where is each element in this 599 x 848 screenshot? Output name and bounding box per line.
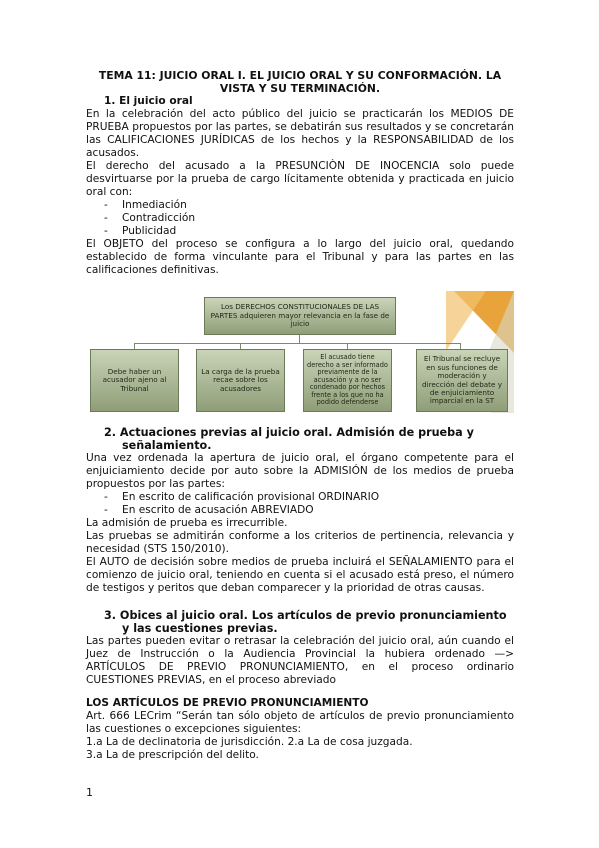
section-1-paragraph: El derecho del acusado a la PRESUNCIÒN DE INOCENCIA solo puede desvirtuarse por la prueba de cargo lícitamente obtenida y practicada en juicio oral con:: [86, 160, 514, 198]
section-1-paragraph: En la celebración del acto público del juicio se practicarán los MEDIOS DE PRUEBA propuestos por las partes, se debatirán sus resultados y se concretarán las CALIFICACIONES JURÍDICAS de los hechos y la RESPONSABILIDAD de los acusados.: [86, 108, 514, 159]
page-body: [86, 69, 514, 277]
section-2-paragraph: Una vez ordenada la apertura de juicio oral, el órgano competente para el enjuiciamiento decide por auto sobre la ADMISIÓN de los medios de prueba propuestos por las partes:: [86, 452, 514, 490]
section-4-line: 1.a La de declinatoria de jurisdicción. 2.a La de cosa juzgada.: [86, 736, 413, 748]
section-2-paragraph: La admisión de prueba es irrecurrible.: [86, 517, 288, 529]
section-2-paragraph: El AUTO de decisión sobre medios de prueba incluirá el SEÑALAMIENTO para el comienzo de juicio oral, teniendo en cuenta si el acusado está preso, el número de testigos y peritos que deban comparecer y la prioridad de otras causas.: [86, 556, 514, 594]
diagram-top-box: Los DERECHOS CONSTITUCIONALES DE LAS PARTES adquieren mayor relevancia en la fase de juicio: [204, 297, 396, 335]
list-item: - Contradicción: [104, 212, 514, 225]
list-item: - En escrito de acusación ABREVIADO: [104, 504, 514, 517]
section-4-paragraph: Art. 666 LECrim “Serán tan sólo objeto de artículos de previo pronunciamiento las cuestiones o excepciones siguientes:: [86, 710, 514, 735]
section-2-heading: 2. Actuaciones previas al juicio oral. Admisión de prueba y señalamiento.: [104, 426, 474, 452]
page-title: TEMA 11: JUICIO ORAL I. EL JUICIO ORAL Y SU CONFORMACIÓN. LA VISTA Y SU TERMINACIÓN.: [98, 69, 502, 95]
section-4-line: 3.a La de prescripción del delito.: [86, 749, 259, 761]
section-1-list: [86, 199, 514, 238]
section-1-paragraph: El OBJETO del proceso se configura a lo largo del juicio oral, quedando establecido de forma vinculante para el Tribunal y para las partes en las calificaciones definitivas.: [86, 238, 514, 276]
list-item: - En escrito de calificación provisional ORDINARIO: [104, 491, 514, 504]
section-4-heading: LOS ARTÍCULOS DE PREVIO PRONUNCIAMIENTO: [86, 697, 369, 709]
section-1-heading: 1. El juicio oral: [104, 95, 193, 107]
list-item: - Publicidad: [104, 225, 514, 238]
diagram-box-derecho-informado: El acusado tiene derecho a ser informado previamente de la acusación y a no ser condenado por hechos frente a los que no ha podido defenderse: [303, 349, 392, 412]
list-item: - Inmediación: [104, 199, 514, 212]
page-body-lower: [86, 426, 514, 762]
section-2-list: [86, 491, 514, 517]
rights-diagram: [86, 291, 514, 413]
page-number: 1: [86, 786, 93, 799]
diagram-box-acusador: Debe haber un acusador ajeno al Tribunal: [90, 349, 179, 412]
section-3-heading: 3. Obices al juicio oral. Los artículos de previo pronunciamiento y las cuestiones previas.: [104, 609, 507, 635]
section-2-paragraph: Las pruebas se admitirán conforme a los criterios de pertinencia, relevancia y necesidad (STS 150/2010).: [86, 530, 514, 555]
section-3-paragraph: Las partes pueden evitar o retrasar la celebración del juicio oral, aún cuando el Juez de Instrucción o la Audiencia Provincial la hubiera ordenado —> ARTÍCULOS DE PREVIO PRONUNCIAMIENTO, en el proceso ordinario CUESTIONES PREVIAS, en el proceso abreviado: [86, 635, 514, 686]
diagram-box-tribunal: El Tribunal se recluye en sus funciones de moderación y dirección del debate y de enjuiciamiento imparcial en la ST: [416, 349, 508, 412]
diagram-box-carga-prueba: La carga de la prueba recae sobre los acusadores: [196, 349, 285, 412]
